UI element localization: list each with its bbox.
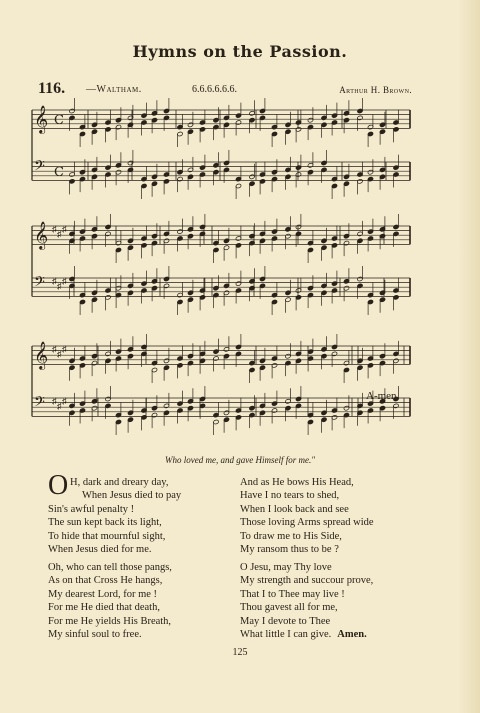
sharp-sign: ♯ <box>57 281 62 291</box>
verse-line: To hide that mournful sight, <box>48 530 166 542</box>
page-number: 125 <box>232 647 248 658</box>
verse-line: For me He yields His Breath, <box>48 615 172 627</box>
verse-line: May I devote to Thee <box>240 615 331 627</box>
verse-line: As on that Cross He hangs, <box>48 575 163 587</box>
verse-line: Those loving Arms spread wide <box>240 517 374 529</box>
treble-clef: 𝄞 <box>34 105 49 133</box>
sharp-sign: ♯ <box>62 224 67 234</box>
amen-label: A-men. <box>366 390 400 402</box>
page-title: Hymns on the Passion. <box>132 42 348 61</box>
sharp-sign: ♯ <box>52 396 57 406</box>
verse-1-cont <box>48 503 165 557</box>
sharp-sign: ♯ <box>52 276 57 286</box>
bass-clef: 𝄢 <box>34 394 45 414</box>
verse-3 <box>240 476 374 556</box>
verse-line: Sin's awful penalty ! <box>48 504 135 515</box>
verse-line: O Jesu, may Thy love <box>240 562 332 573</box>
verse-line: The sun kept back its light, <box>48 517 162 529</box>
amen-text: Amen. <box>337 629 367 641</box>
sharp-sign: ♯ <box>57 349 62 359</box>
hymn-number: 116. <box>38 80 66 97</box>
verse-line-text: What little I can give. <box>240 629 332 641</box>
sharp-sign: ♯ <box>57 401 62 411</box>
verse-line: My dearest Lord, for me ! <box>48 588 158 600</box>
hymn-composer: Arthur H. Brown. <box>339 85 412 95</box>
verse-line: Oh, who can tell those pangs, <box>48 562 172 573</box>
verse-caption: Who loved me, and gave Himself for me." <box>165 455 315 465</box>
drop-cap: O <box>48 470 69 501</box>
hymn-tune-name: —Waltham. <box>86 84 142 95</box>
verse-line: When Jesus died for me. <box>48 544 152 556</box>
verse-line: My strength and succour prove, <box>240 575 374 587</box>
verse-line: Have I no tears to shed, <box>240 490 340 502</box>
sharp-sign: ♯ <box>62 344 67 354</box>
verse-line: That I to Thee may live ! <box>240 588 345 600</box>
verse-line: My ransom thus to be ? <box>240 544 339 556</box>
treble-clef: 𝄞 <box>34 341 49 369</box>
sharp-sign: ♯ <box>62 396 67 406</box>
verse-line: H, dark and dreary day, <box>70 477 169 488</box>
bass-clef: 𝄢 <box>34 274 45 294</box>
treble-clef: 𝄞 <box>34 221 49 249</box>
time-signature: C <box>54 165 64 180</box>
sharp-sign: ♯ <box>52 344 57 354</box>
time-signature: C <box>54 113 64 128</box>
bass-clef: 𝄢 <box>34 158 45 178</box>
verse-1 <box>70 476 181 503</box>
verse-line: Thou gavest all for me, <box>240 602 338 614</box>
sharp-sign: ♯ <box>57 229 62 239</box>
verse-line: To draw me to His Side, <box>240 530 342 542</box>
verse-2 <box>48 561 172 641</box>
verse-line <box>240 628 373 641</box>
verse-line: When I look back and see <box>240 503 349 515</box>
verse-line: And as He bows His Head, <box>240 477 354 488</box>
sharp-sign: ♯ <box>52 224 57 234</box>
verse-line: For me He died that death, <box>48 602 160 614</box>
verse-line: When Jesus died to pay <box>82 490 182 502</box>
hymn-meter: 6.6.6.6.6.6. <box>192 84 237 95</box>
sharp-sign: ♯ <box>62 276 67 286</box>
verse-4 <box>240 561 373 641</box>
verse-line: My sinful soul to free. <box>48 629 142 641</box>
